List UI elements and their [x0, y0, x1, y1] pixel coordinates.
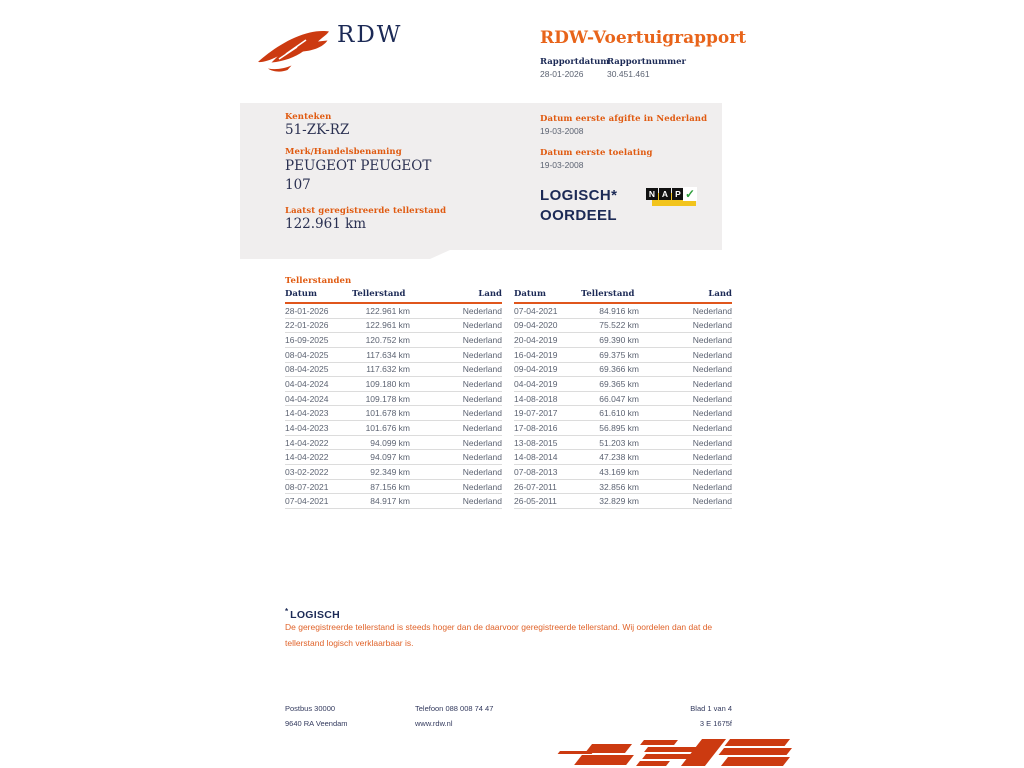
table-cell: 14-04-2022: [285, 437, 329, 448]
table-cell: 84.916 km: [599, 305, 639, 316]
table-cell: 32.829 km: [599, 496, 639, 507]
table-cell: Nederland: [692, 437, 732, 448]
merk-label: Merk/Handelsbenaming: [285, 147, 402, 157]
footer-phone: Telefoon 088 008 74 47: [415, 704, 494, 713]
kenteken-label: Kenteken: [285, 112, 332, 122]
report-date-label: Rapportdatum: [540, 57, 610, 67]
table-row: [514, 377, 732, 392]
table-cell: 07-08-2013: [514, 466, 558, 477]
table-cell: Nederland: [462, 379, 502, 390]
col-datum: Datum: [285, 289, 317, 299]
table-cell: 109.180 km: [365, 379, 410, 390]
table-cell: 26-05-2011: [514, 496, 557, 507]
laatste-tellerstand-label: Laatst geregistreerde tellerstand: [285, 206, 447, 216]
table-row: [285, 421, 502, 436]
table-cell: 14-08-2014: [514, 452, 558, 463]
table-cell: 16-09-2025: [285, 335, 329, 346]
footnote-text: De geregistreerde tellerstand is steeds hoger dan de daarvoor geregistreerde tellerstand. Wij oordelen dan dat de tellerstand logisch verklaarbaar is.: [285, 622, 713, 648]
col-datum: Datum: [514, 289, 546, 299]
tellerstanden-section-title: Tellerstanden: [285, 276, 352, 286]
col-tellerstand: Tellerstand: [352, 289, 406, 299]
table-cell: Nederland: [692, 496, 732, 507]
table-cell: 101.676 km: [365, 422, 410, 433]
table-cell: Nederland: [462, 305, 502, 316]
table-cell: Nederland: [462, 408, 502, 419]
table-cell: 120.752 km: [365, 335, 410, 346]
table-cell: 19-07-2017: [514, 408, 558, 419]
table-cell: Nederland: [692, 364, 732, 375]
table-cell: 87.156 km: [370, 481, 410, 492]
table-cell: Nederland: [462, 452, 502, 463]
footer-address: [285, 701, 348, 731]
table-cell: 117.632 km: [366, 364, 410, 375]
table-cell: 04-04-2019: [514, 379, 558, 390]
table-cell: Nederland: [692, 466, 732, 477]
vehicle-panel-tab: [240, 250, 450, 259]
table-cell: Nederland: [692, 408, 732, 419]
table-row: [285, 480, 502, 495]
table-row: [514, 363, 732, 378]
table-row: [285, 494, 502, 509]
table-cell: 20-04-2019: [514, 335, 558, 346]
eerste-toelating-label: Datum eerste toelating: [540, 148, 653, 158]
table-cell: 69.366 km: [599, 364, 639, 375]
table-row: [514, 406, 732, 421]
table-cell: Nederland: [692, 393, 732, 404]
table-row: [514, 465, 732, 480]
table-cell: 69.375 km: [599, 349, 639, 360]
nap-letter-a: A: [659, 188, 671, 200]
table-row: [285, 406, 502, 421]
table-cell: Nederland: [462, 320, 502, 331]
table-cell: 43.169 km: [599, 466, 639, 477]
report-number-value: 30.451.461: [607, 69, 650, 79]
table-row: [514, 480, 732, 495]
table-cell: Nederland: [462, 481, 502, 492]
table-cell: 17-08-2016: [514, 422, 558, 433]
report-title: RDW-Voertuigrapport: [540, 28, 747, 48]
table-cell: Nederland: [462, 466, 502, 477]
table-cell: 28-01-2026: [285, 305, 329, 316]
eerste-toelating-value: 19-03-2008: [540, 160, 584, 170]
col-land: Land: [478, 289, 502, 299]
nap-logo: [646, 187, 700, 208]
table-cell: Nederland: [462, 422, 502, 433]
footer-address-line1: Postbus 30000: [285, 704, 336, 713]
nap-letter-n: N: [646, 188, 658, 200]
table-cell: 94.099 km: [370, 437, 410, 448]
eerste-afgifte-value: 19-03-2008: [540, 126, 584, 136]
table-cell: 13-08-2015: [514, 437, 558, 448]
table-cell: 03-02-2022: [285, 466, 329, 477]
table-row: [285, 319, 502, 334]
table-row: [514, 450, 732, 465]
table-cell: 56.895 km: [599, 422, 639, 433]
table-cell: 75.522 km: [599, 320, 639, 331]
kenteken-value: 51-ZK-RZ: [285, 122, 350, 138]
table-cell: 122.961 km: [365, 320, 410, 331]
table-cell: Nederland: [462, 349, 502, 360]
table-header: [285, 289, 502, 304]
table-cell: 14-04-2023: [285, 408, 329, 419]
table-cell: 14-08-2018: [514, 393, 558, 404]
table-row: [285, 436, 502, 451]
table-row: [514, 319, 732, 334]
table-cell: 04-04-2024: [285, 393, 329, 404]
table-cell: 04-04-2024: [285, 379, 329, 390]
footer-form-code: 3 E 1675f: [699, 719, 732, 728]
eerste-afgifte-label: Datum eerste afgifte in Nederland: [540, 114, 708, 124]
table-row: [514, 494, 732, 509]
table-cell: 61.610 km: [599, 408, 639, 419]
table-cell: 66.047 km: [599, 393, 639, 404]
table-cell: Nederland: [692, 481, 732, 492]
table-cell: Nederland: [462, 335, 502, 346]
table-cell: 07-04-2021: [285, 496, 329, 507]
table-cell: Nederland: [692, 349, 732, 360]
footer-page-number: Blad 1 van 4: [690, 704, 732, 713]
laatste-tellerstand-value: 122.961 km: [285, 216, 367, 232]
footer-website: www.rdw.nl: [415, 719, 453, 728]
footer-contact: [415, 701, 493, 731]
table-cell: 84.917 km: [370, 496, 410, 507]
table-row: [285, 450, 502, 465]
table-cell: Nederland: [692, 320, 732, 331]
speed-stripes-icon: [552, 737, 816, 768]
table-cell: Nederland: [462, 393, 502, 404]
table-row: [285, 304, 502, 319]
logo-text: RDW: [337, 22, 403, 48]
table-cell: 08-04-2025: [285, 349, 329, 360]
table-row: [285, 377, 502, 392]
oordeel-text: [540, 186, 617, 225]
nap-check-icon: ✓: [684, 187, 696, 201]
table-cell: 08-04-2025: [285, 364, 329, 375]
col-tellerstand: Tellerstand: [581, 289, 635, 299]
table-body: [514, 304, 732, 509]
odometer-table-left: [285, 289, 502, 509]
table-cell: 16-04-2019: [514, 349, 558, 360]
table-cell: 101.678 km: [365, 408, 410, 419]
table-cell: 08-07-2021: [285, 481, 329, 492]
table-cell: 94.097 km: [370, 452, 410, 463]
table-cell: 47.238 km: [599, 452, 639, 463]
table-cell: 92.349 km: [370, 466, 410, 477]
footer-address-line2: 9640 RA Veendam: [285, 719, 348, 728]
table-row: [514, 333, 732, 348]
table-cell: 22-01-2026: [285, 320, 329, 331]
table-cell: Nederland: [462, 437, 502, 448]
table-row: [514, 392, 732, 407]
table-row: [514, 436, 732, 451]
table-cell: 122.961 km: [365, 305, 410, 316]
table-cell: Nederland: [692, 305, 732, 316]
table-body: [285, 304, 502, 509]
table-row: [285, 392, 502, 407]
odometer-table-right: [514, 289, 732, 509]
table-cell: 09-04-2019: [514, 364, 558, 375]
footnote-title: LOGISCH: [290, 609, 341, 621]
rdw-bird-logo-icon: [256, 28, 334, 74]
table-row: [514, 348, 732, 363]
table-cell: 09-04-2020: [514, 320, 558, 331]
oordeel-line2: OORDEEL: [540, 206, 617, 224]
table-cell: 69.365 km: [599, 379, 639, 390]
table-cell: Nederland: [692, 335, 732, 346]
table-header: [514, 289, 732, 304]
report-number-label: Rapportnummer: [607, 57, 686, 67]
table-cell: 69.390 km: [599, 335, 639, 346]
table-row: [514, 304, 732, 319]
table-row: [285, 363, 502, 378]
table-cell: 14-04-2023: [285, 422, 329, 433]
footer-page-info: [632, 701, 732, 731]
table-cell: 07-04-2021: [514, 305, 558, 316]
table-cell: Nederland: [692, 422, 732, 433]
table-cell: 109.178 km: [365, 393, 410, 404]
nap-letter-p: P: [672, 188, 684, 200]
oordeel-line1: LOGISCH*: [540, 187, 618, 204]
merk-value: PEUGEOT PEUGEOT 107: [285, 158, 432, 193]
table-cell: 117.634 km: [366, 349, 410, 360]
table-row: [285, 465, 502, 480]
table-cell: 51.203 km: [599, 437, 639, 448]
table-cell: Nederland: [462, 496, 502, 507]
table-row: [514, 421, 732, 436]
table-row: [285, 333, 502, 348]
table-cell: 14-04-2022: [285, 452, 329, 463]
table-cell: Nederland: [692, 379, 732, 390]
table-cell: 26-07-2011: [514, 481, 557, 492]
report-date-value: 28-01-2026: [540, 69, 584, 79]
col-land: Land: [708, 289, 732, 299]
table-row: [285, 348, 502, 363]
table-cell: Nederland: [692, 452, 732, 463]
table-cell: 32.856 km: [599, 481, 639, 492]
footnote-asterisk: *: [285, 607, 289, 616]
table-cell: Nederland: [462, 364, 502, 375]
